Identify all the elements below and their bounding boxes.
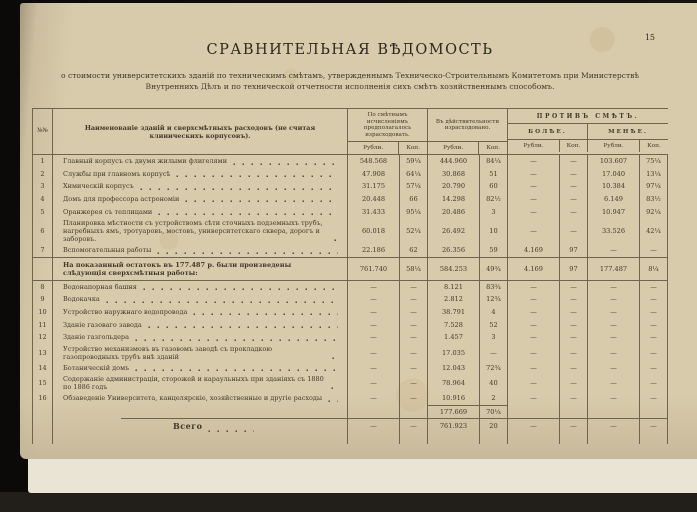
dot-leader [140, 188, 338, 191]
against-estimates-label: ПРОТИВЪ СМѢТЪ. [508, 109, 668, 124]
dot-leader [331, 387, 338, 390]
dot-leader [208, 430, 254, 433]
subtotal-actual-kop: 70¼ [480, 405, 508, 418]
cell-estimated-kop: — [400, 374, 428, 392]
cell-more-rub: — [508, 374, 560, 392]
cell-less-rub: — [588, 344, 640, 362]
dot-leader [185, 200, 338, 203]
cell-less-kop: 13¼ [640, 168, 668, 181]
next-page-edge [28, 457, 697, 493]
row-name-cell [53, 193, 348, 206]
cell-actual-kop: 3 [480, 205, 508, 218]
cell-more-kop: — [560, 344, 588, 362]
cell-more-kop [560, 405, 588, 418]
table-header [33, 109, 668, 155]
cell-more-kop: — [560, 155, 588, 168]
cell-estimated-rub: 20.448 [348, 193, 400, 206]
cell-actual-kop: 83¾ [480, 281, 508, 294]
cell-more-kop: 97 [560, 244, 588, 257]
cell-estimated-rub: — [348, 331, 400, 344]
cell-more-rub: — [508, 344, 560, 362]
subtotal-row [33, 405, 668, 418]
kopecks-label: Коп. [486, 145, 501, 151]
row-name: Устройство механизмовъ въ газовомъ заводѣ съ прокладкою газопроводныхъ трубъ внѣ зданій [63, 344, 273, 361]
cell-more-rub: — [508, 306, 560, 319]
cell-estimated-kop: — [400, 344, 428, 362]
row-number: 3 [33, 180, 53, 193]
cell-less-rub: — [588, 306, 640, 319]
cell-actual-kop: 49¾ [480, 258, 508, 280]
row-number: 10 [33, 306, 53, 319]
cell-more-rub: — [508, 180, 560, 193]
cell-estimated-kop: 95¼ [400, 205, 428, 218]
cell-more-rub: — [508, 281, 560, 294]
row-number: 12 [33, 331, 53, 344]
cell-actual-kop: 59 [480, 244, 508, 257]
table-row [33, 374, 668, 392]
cell-more-rub: — [508, 155, 560, 168]
row-number: 11 [33, 318, 53, 331]
cell-less-rub: 103.607 [588, 155, 640, 168]
row-name: Устройство наружнаго водопровода [63, 308, 188, 317]
row-name-cell [53, 306, 348, 319]
cell-estimated-rub: — [348, 318, 400, 331]
table-row [33, 362, 668, 375]
cell-actual-rub: 30.868 [428, 168, 480, 181]
cell-more-rub: — [508, 193, 560, 206]
cell-estimated-kop: — [400, 318, 428, 331]
rubles-label: Рубли. [588, 140, 640, 152]
cell-less-rub: 6.149 [588, 193, 640, 206]
cell-actual-kop: 82½ [480, 193, 508, 206]
cell-less-rub: — [588, 281, 640, 294]
row-number [33, 258, 53, 280]
comparison-table [32, 108, 668, 444]
row-number: 7 [33, 244, 53, 257]
cell-actual-kop: 12¾ [480, 293, 508, 306]
cell-more-rub: — [508, 392, 560, 405]
cell-actual-rub: 14.298 [428, 193, 480, 206]
row-number: 4 [33, 193, 53, 206]
total-actual-kop: 20 [480, 418, 508, 435]
header-actual-column [428, 109, 508, 154]
cell-estimated-rub: 548.568 [348, 155, 400, 168]
cell-actual-kop: 52 [480, 318, 508, 331]
row-number: 1 [33, 155, 53, 168]
dot-leader [106, 301, 338, 304]
row-number: 5 [33, 205, 53, 218]
cell-less-rub: — [588, 362, 640, 375]
dot-leader [332, 357, 338, 360]
scan-background [0, 492, 697, 512]
cell-more-kop: — [560, 418, 588, 435]
cell-more-kop: — [560, 362, 588, 375]
table-body-section-1 [33, 155, 668, 257]
cell-more-rub: — [508, 218, 560, 244]
cell-estimated-rub: — [348, 418, 400, 435]
table-row [33, 392, 668, 405]
cell-actual-rub: 38.791 [428, 306, 480, 319]
cell-more-rub: 4.169 [508, 258, 560, 280]
row-name: Водонапорная башня [63, 282, 137, 291]
cell-actual-kop: — [480, 344, 508, 362]
cell-less-rub: — [588, 293, 640, 306]
cell-estimated-rub: — [348, 306, 400, 319]
cell-more-rub: — [508, 168, 560, 181]
cell-more-kop: 97 [560, 258, 588, 280]
subtitle-line-1: о стоимости университетскихъ зданій по техническимъ смѣтамъ, утвержденнымъ Техническо-Строительнымъ Комитетомъ при Министерствѣ [60, 71, 640, 80]
cell-less-kop: — [640, 418, 668, 435]
cell-more-rub: — [508, 362, 560, 375]
rubles-label: Рубли. [508, 140, 560, 152]
cell-more-kop: — [560, 318, 588, 331]
cell-actual-rub: 1.457 [428, 331, 480, 344]
cell-more-rub: — [508, 293, 560, 306]
cell-estimated-kop: — [400, 392, 428, 405]
rubles-label: Рубли. [428, 142, 479, 154]
cell-estimated-rub: — [348, 362, 400, 375]
row-name: Службы при главномъ корпусѣ [63, 169, 171, 178]
cell-less-rub: — [588, 418, 640, 435]
header-estimated-units [348, 141, 427, 154]
open-bottom-rules [33, 435, 668, 444]
subtotal-actual-rub: 177.669 [428, 405, 480, 418]
row-name: Планировка мѣстности съ устройствомъ сѣти сточныхъ подземныхъ трубъ, нагребныхъ ямъ, тротуаровъ, мостовъ, университетскаго сквера, дорогъ и заборовъ. [63, 218, 323, 243]
cell-less-kop: 75¼ [640, 155, 668, 168]
cell-more-kop: — [560, 293, 588, 306]
cell-less-rub: 10.947 [588, 205, 640, 218]
row-name: Содержаніе администраціи, сторожей и караульныхъ при зданіяхъ съ 1880 по 1886 годъ [63, 375, 324, 392]
cell-actual-kop: 10 [480, 218, 508, 244]
table-row [33, 218, 668, 244]
cell-estimated-kop: 58¼ [400, 258, 428, 280]
page-number: 15 [644, 33, 655, 42]
row-name-cell [53, 180, 348, 193]
table-row [33, 244, 668, 257]
cell-more-kop: — [560, 374, 588, 392]
cell-estimated-rub: — [348, 374, 400, 392]
cell-more-rub: 4.169 [508, 244, 560, 257]
cell-actual-kop: 3 [480, 331, 508, 344]
cell-estimated-kop: 66 [400, 193, 428, 206]
row-name-cell [53, 392, 348, 405]
cell-actual-rub: 2.812 [428, 293, 480, 306]
total-actual-rub: 761.923 [428, 418, 480, 435]
cell-more-rub: — [508, 205, 560, 218]
remainder-row [33, 257, 668, 281]
dot-leader [158, 213, 338, 216]
cell-estimated-rub: 31.175 [348, 180, 400, 193]
cell-less-kop: 92¼ [640, 205, 668, 218]
cell-less-kop: 8¼ [640, 258, 668, 280]
cell-estimated-kop: — [400, 281, 428, 294]
row-number: 2 [33, 168, 53, 181]
dot-leader [143, 288, 338, 291]
cell-less-rub [588, 405, 640, 418]
total-label: Всего [173, 421, 203, 432]
cell-more-rub [508, 405, 560, 418]
dot-leader [148, 326, 338, 329]
cell-less-rub: — [588, 374, 640, 392]
dot-leader [328, 400, 338, 403]
cell-less-kop: — [640, 344, 668, 362]
row-name-cell [53, 344, 348, 362]
cell-more-kop: — [560, 306, 588, 319]
cell-estimated-rub: — [348, 392, 400, 405]
cell-actual-rub: 10.916 [428, 392, 480, 405]
header-actual-label: Въ дѣйствительности израсходовано. [435, 118, 500, 131]
dot-leader [193, 313, 338, 316]
rubles-label: Рубли. [348, 142, 399, 154]
row-name-cell [53, 218, 348, 244]
table-row [33, 168, 668, 181]
cell-less-kop: — [640, 318, 668, 331]
cell-estimated-rub: 761.740 [348, 258, 400, 280]
cell-actual-kop: 72¾ [480, 362, 508, 375]
cell-less-rub: — [588, 318, 640, 331]
cell-less-kop: — [640, 362, 668, 375]
cell-estimated-kop: — [400, 306, 428, 319]
row-number: 15 [33, 374, 53, 392]
cell-estimated-kop: 59¼ [400, 155, 428, 168]
row-name-cell [53, 281, 348, 294]
row-name: Зданіе газгольдера [63, 333, 129, 342]
cell-more-kop: — [560, 218, 588, 244]
row-name-cell [53, 331, 348, 344]
cell-more-kop: — [560, 193, 588, 206]
dot-leader [334, 239, 338, 242]
kopecks-label: Коп. [406, 145, 421, 151]
cell-less-kop: — [640, 244, 668, 257]
row-number: 16 [33, 392, 53, 405]
dot-leader [233, 163, 338, 166]
cell-less-rub: 33.526 [588, 218, 640, 244]
remainder-label: На показанный остатокъ въ 177.487 р. были произведены слѣдующія сверхсмѣтныя работы: [53, 258, 348, 280]
cell-more-kop: — [560, 331, 588, 344]
row-name-cell [53, 244, 348, 257]
kopecks-label: Коп. [560, 140, 588, 152]
table-row [33, 205, 668, 218]
cell-less-kop: — [640, 392, 668, 405]
table-row [33, 293, 668, 306]
cell-estimated-rub: 31.433 [348, 205, 400, 218]
dot-leader [135, 369, 338, 372]
cell-actual-rub: 17.035 [428, 344, 480, 362]
cell-estimated-rub: — [348, 344, 400, 362]
cell-less-rub: 177.487 [588, 258, 640, 280]
more-label: БОЛѢЕ. [508, 124, 588, 139]
row-name-cell [53, 318, 348, 331]
cell-actual-rub: 26.492 [428, 218, 480, 244]
less-label: МЕНѢЕ. [608, 128, 648, 135]
cell-estimated-rub: — [348, 281, 400, 294]
row-number: 13 [33, 344, 53, 362]
row-name: Зданіе газоваго завода [63, 320, 142, 329]
cell-actual-kop: 4 [480, 306, 508, 319]
cell-estimated-rub: — [348, 293, 400, 306]
cell-actual-kop: 51 [480, 168, 508, 181]
cell-estimated-kop: — [400, 293, 428, 306]
cell-less-kop: — [640, 281, 668, 294]
header-against-estimates [508, 109, 668, 154]
cell-estimated-kop [400, 405, 428, 418]
cell-estimated-kop: 52¼ [400, 218, 428, 244]
cell-estimated-rub: 60.018 [348, 218, 400, 244]
cell-estimated-kop: 57¼ [400, 180, 428, 193]
cell-actual-rub: 78.964 [428, 374, 480, 392]
kopecks-label: Коп. [647, 143, 661, 149]
cell-actual-rub: 20.486 [428, 205, 480, 218]
cell-less-kop: 83½ [640, 193, 668, 206]
table-body-section-2 [33, 281, 668, 405]
table-row [33, 281, 668, 294]
cell-actual-rub: 26.356 [428, 244, 480, 257]
cell-actual-rub: 584.253 [428, 258, 480, 280]
table-row [33, 155, 668, 168]
cell-more-rub: — [508, 318, 560, 331]
cell-less-kop [640, 405, 668, 418]
row-name: Химическій корпусъ [63, 182, 134, 191]
cell-estimated-kop: — [400, 331, 428, 344]
table-row [33, 318, 668, 331]
row-name-cell [53, 362, 348, 375]
dot-leader [135, 339, 338, 342]
table-row [33, 344, 668, 362]
cell-estimated-kop: 62 [400, 244, 428, 257]
row-name: Домъ для профессора астрономіи [63, 195, 180, 204]
cell-less-kop: — [640, 331, 668, 344]
cell-more-rub: — [508, 418, 560, 435]
table-row [33, 180, 668, 193]
cell-less-rub: — [588, 244, 640, 257]
row-name: Главный корпусъ съ двумя жилыми флигелями [63, 157, 228, 166]
row-name: Ботаническій домъ [63, 363, 130, 372]
cell-more-kop: — [560, 180, 588, 193]
cell-less-kop: 42¼ [640, 218, 668, 244]
cell-more-kop: — [560, 168, 588, 181]
cell-actual-rub: 7.528 [428, 318, 480, 331]
header-estimated-column [348, 109, 428, 154]
cell-actual-kop: 40 [480, 374, 508, 392]
row-name-cell [53, 374, 348, 392]
row-name [53, 405, 348, 418]
cell-more-rub: — [508, 331, 560, 344]
cell-less-kop: — [640, 374, 668, 392]
header-actual-units [428, 141, 507, 154]
row-number: 9 [33, 293, 53, 306]
cell-actual-rub: 20.790 [428, 180, 480, 193]
cell-more-kop: — [560, 392, 588, 405]
header-number-column: №№ [33, 109, 53, 154]
cell-less-rub: 17.040 [588, 168, 640, 181]
cell-more-kop: — [560, 281, 588, 294]
cell-estimated-kop: — [400, 418, 428, 435]
cell-estimated-kop: — [400, 362, 428, 375]
cell-less-rub: — [588, 392, 640, 405]
row-name: Оранжерея съ теплицами [63, 207, 153, 216]
row-name: Вспомогательныя работы [63, 246, 152, 255]
cell-actual-rub: 444.960 [428, 155, 480, 168]
subtitle-line-2: Внутреннихъ Дѣлъ и по технической отчетности исполненія сихъ смѣтъ хозяйственнымъ способомъ. [145, 82, 555, 91]
header-name-column: Наименованіе зданій и сверхсмѣтныхъ расходовъ (не считая клиническихъ корпусовъ). [53, 109, 348, 154]
more-less-labels [508, 124, 668, 139]
row-number [33, 405, 53, 418]
cell-actual-rub: 12.043 [428, 362, 480, 375]
row-number [33, 418, 53, 435]
cell-actual-kop: 2 [480, 392, 508, 405]
cell-estimated-rub [348, 405, 400, 418]
row-name-cell [53, 168, 348, 181]
total-name-cell [53, 418, 348, 435]
cell-estimated-kop: 64¼ [400, 168, 428, 181]
cell-estimated-rub: 47.908 [348, 168, 400, 181]
cell-less-kop: — [640, 306, 668, 319]
cell-estimated-rub: 22.186 [348, 244, 400, 257]
cell-actual-rub: 8.121 [428, 281, 480, 294]
dot-leader [157, 252, 338, 255]
cell-less-rub: — [588, 331, 640, 344]
cell-actual-kop: 84¼ [480, 155, 508, 168]
row-name-cell [53, 205, 348, 218]
row-number: 6 [33, 218, 53, 244]
cell-less-kop: — [640, 293, 668, 306]
row-name-cell [53, 293, 348, 306]
dot-leader [176, 175, 338, 178]
row-number: 14 [33, 362, 53, 375]
document-subtitle [40, 70, 660, 92]
document-title: СРАВНИТЕЛЬНАЯ ВѢДОМОСТЬ [206, 42, 494, 58]
row-name: Обзаведеніе Университета, канцелярскіе, хозяйственные и другіе расходы [63, 394, 323, 403]
row-number: 8 [33, 281, 53, 294]
cell-less-rub: 10.384 [588, 180, 640, 193]
grand-total-row [33, 418, 668, 435]
row-name: Водокачка [63, 295, 100, 304]
cell-actual-kop: 60 [480, 180, 508, 193]
table-row [33, 306, 668, 319]
header-estimated-label: По смѣтнымъ исчисленіямъ предполагалось израсходовать. [363, 112, 412, 138]
table-row [33, 193, 668, 206]
cell-less-kop: 97¼ [640, 180, 668, 193]
table-row [33, 331, 668, 344]
cell-more-kop: — [560, 205, 588, 218]
header-against-units [508, 139, 668, 152]
row-name-cell [53, 155, 348, 168]
